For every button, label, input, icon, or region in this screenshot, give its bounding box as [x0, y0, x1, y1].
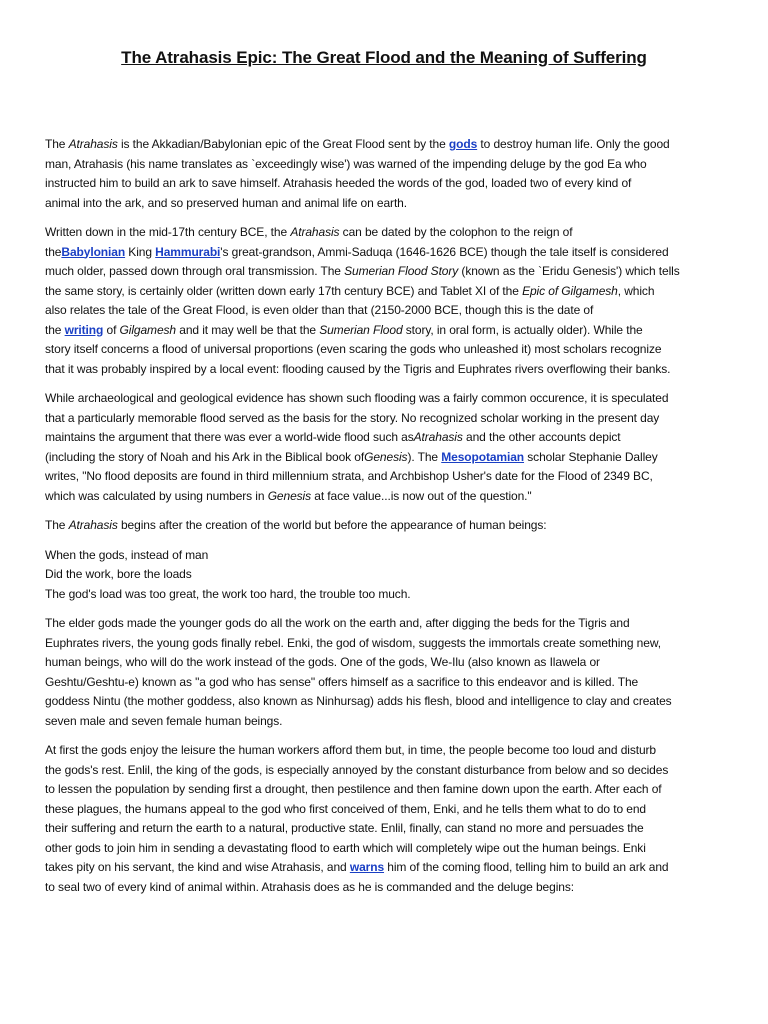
paragraph-flood	[45, 741, 725, 897]
link-babylonian[interactable]: Babylonian	[61, 244, 126, 259]
text-line: to lessen the population by sending first a drought, then pestilence and then famine down upon the earth. After each of	[45, 782, 662, 796]
paragraph-creation	[45, 614, 725, 731]
text-line: The Atrahasis begins after the creation of the world but before the appearance of human beings:	[45, 518, 547, 532]
paragraph-intro	[45, 135, 725, 213]
link-warns[interactable]: warns	[349, 860, 385, 874]
text-line: takes pity on his servant, the kind and wise Atrahasis, and warns him of the coming flood, telling him to build an ark and	[45, 860, 669, 874]
text-line: Euphrates rivers, the young gods finally rebel. Enki, the god of wisdom, suggests the immortals create something new,	[45, 635, 661, 650]
text-line: The elder gods made the younger gods do all the work on the earth and, after digging the beds for the Tigris and	[45, 616, 630, 630]
text-line: The Atrahasis is the Akkadian/Babylonian epic of the Great Flood sent by the gods to destroy human life. Only the good	[45, 137, 670, 151]
text-line: the writing of Gilgamesh and it may well be that the Sumerian Flood story, in oral form, is actually older). While the	[45, 322, 643, 337]
text-line: theBabylonian King Hammurabi's great-grandson, Ammi-Saduqa (1646-1626 BCE) though the tale itself is considered	[45, 244, 669, 259]
text-line: that it was probably inspired by a local event: flooding caused by the Tigris and Euphrates rivers overflowing their banks.	[45, 361, 671, 376]
text-line: that a particularly memorable flood served as the basis for the story. No recognized scholar working in the present day	[45, 410, 660, 425]
document-body	[45, 135, 725, 907]
text-line: these plagues, the humans appeal to the god who first conceived of them, Enki, and he tells them what to do to end	[45, 801, 646, 816]
text-line: story itself concerns a flood of universal proportions (even scaring the gods who unleashed it) most scholars recognize	[45, 342, 662, 356]
text-line: other gods to join him in sending a devastating flood to earth which will completely wipe out the human beings. Enki	[45, 840, 646, 855]
link-hammurabi[interactable]: Hammurabi	[155, 244, 221, 259]
text-line: Written down in the mid-17th century BCE, the Atrahasis can be dated by the colophon to the reign of	[45, 225, 573, 239]
document-title: The Atrahasis Epic: The Great Flood and the Meaning of Suffering	[121, 48, 647, 67]
text-line: human beings, who will do the work instead of the gods. One of the gods, We-Ilu (also known as Ilawela or	[45, 655, 600, 669]
verse-line: Did the work, bore the loads	[45, 567, 192, 581]
text-line: to seal two of every kind of animal within. Atrahasis does as he is commanded and the deluge begins:	[45, 879, 574, 894]
text-line: instructed him to build an ark to save himself. Atrahasis heeded the words of the god, loaded two of every kind of	[45, 176, 632, 190]
text-line: While archaeological and geological evidence has shown such flooding was a fairly common occurence, it is speculated	[45, 391, 669, 405]
text-line: At first the gods enjoy the leisure the human workers afford them but, in time, the people become too loud and disturb	[45, 743, 657, 757]
paragraph-evidence	[45, 389, 725, 506]
text-line: the same story, is certainly older (written down early 17th century BCE) and Tablet XI of the Epic of Gilgamesh, which	[45, 283, 655, 298]
text-line: animal into the ark, and so preserved human and animal life on earth.	[45, 195, 407, 210]
link-gods[interactable]: gods	[448, 137, 478, 151]
text-line: much older, passed down through oral transmission. The Sumerian Flood Story (known as the `Eridu Genesis') which tells	[45, 264, 680, 278]
text-line: which was calculated by using numbers in Genesis at face value...is now out of the question."	[45, 488, 532, 503]
text-line: maintains the argument that there was ever a world-wide flood such asAtrahasis and the other accounts depict	[45, 430, 621, 444]
text-line: writes, "No flood deposits are found in third millennium strata, and Archbishop Usher's date for the Flood of 2349 BC,	[45, 469, 653, 483]
text-line: (including the story of Noah and his Ark in the Biblical book ofGenesis). The Mesopotamian scholar Stephanie Dalley	[45, 449, 658, 464]
link-mesopotamian[interactable]: Mesopotamian	[441, 449, 525, 464]
text-line: goddess Nintu (the mother goddess, also known as Ninhursag) adds his flesh, blood and intelligence to clay and creates	[45, 694, 672, 708]
verse-quote	[45, 546, 725, 605]
verse-line: The god's load was too great, the work too hard, the trouble too much.	[45, 586, 411, 601]
text-line: also relates the tale of the Great Flood, is even older than that (2150-2000 BCE, though this is the date of	[45, 303, 594, 317]
link-writing[interactable]: writing	[64, 322, 104, 337]
text-line: the gods's rest. Enlil, the king of the gods, is especially annoyed by the constant disturbance from below and so decides	[45, 762, 669, 777]
paragraph-beginning	[45, 516, 725, 536]
text-line: Geshtu/Geshtu-e) known as "a god who has sense" offers himself as a sacrifice to this endeavor and is killed. The	[45, 674, 639, 689]
paragraph-dating	[45, 223, 725, 379]
text-line: seven male and seven female human beings.	[45, 713, 283, 728]
text-line: their suffering and return the earth to a natural, productive state. Enlil, finally, can stand no more and persuades the	[45, 821, 644, 835]
verse-line: When the gods, instead of man	[45, 547, 209, 562]
text-line: man, Atrahasis (his name translates as `exceedingly wise') was warned of the impending deluge by the god Ea who	[45, 156, 647, 171]
